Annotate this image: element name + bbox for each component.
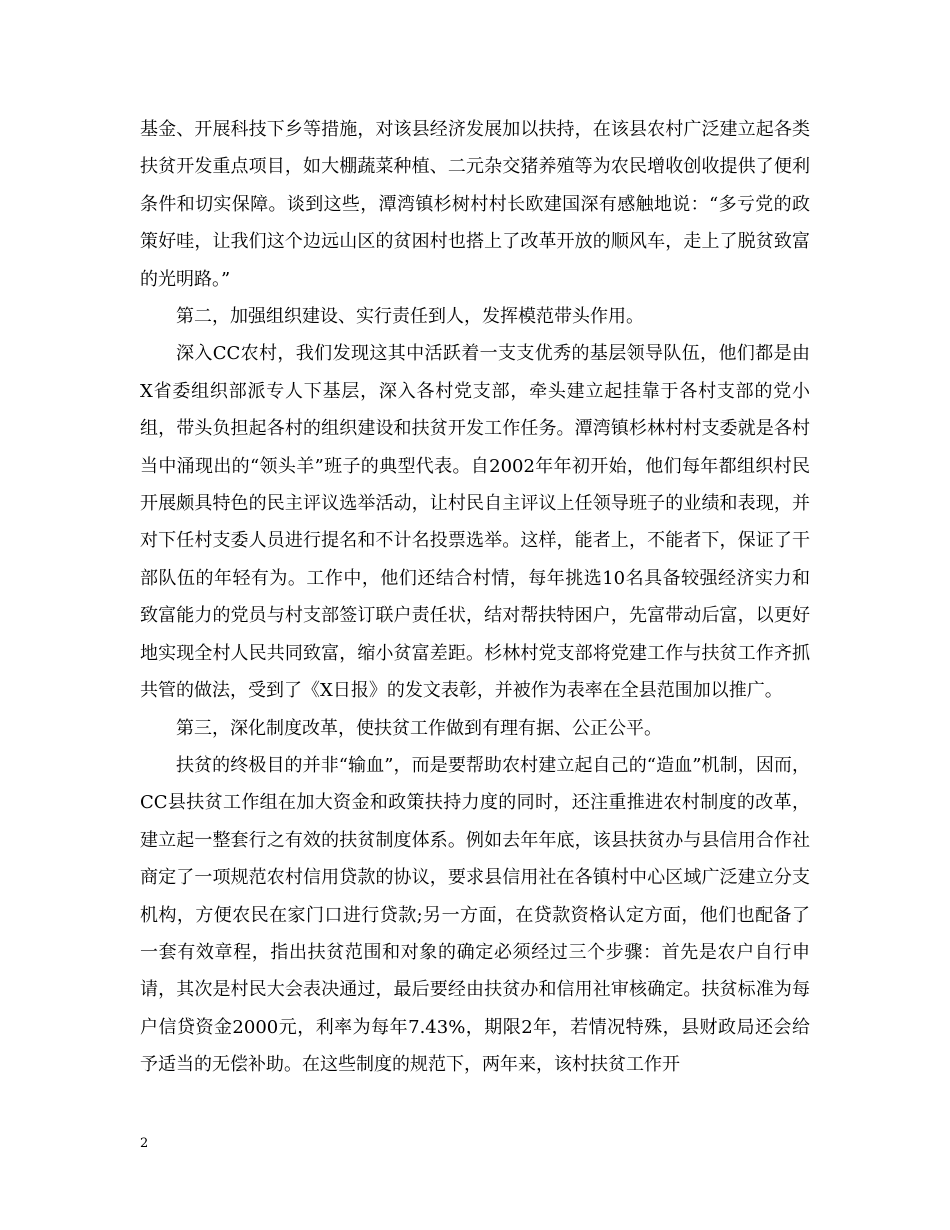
- paragraph-2-heading: 第二，加强组织建设、实行责任到人，发挥模范带头作用。: [176, 306, 644, 328]
- paragraph-4-heading: 第三，深化制度改革，使扶贫工作做到有理有据、公正公平。: [176, 717, 662, 739]
- paragraph-1: 基金、开展科技下乡等措施，对该县经济发展加以扶持，在该县农村广泛建立起各类扶贫开发重点项目，如大棚蔬菜种植、二元杂交猪养殖等为农民增收创收提供了便利条件和切实保障。谈到这些，潭湾镇杉树村村长欧建国深有感触地说：“多亏党的政策好哇，让我们这个边远山区的贫困村也搭上了改革开放的顺风车，走上了脱贫致富的光明路。”: [140, 119, 810, 290]
- paragraph-3: 深入CC农村，我们发现这其中活跃着一支支优秀的基层领导队伍，他们都是由X省委组织部派专人下基层，深入各村党支部，牵头建立起挂靠于各村支部的党小组，带头负担起各村的组织建设和扶贫开发工作任务。潭湾镇杉林村村支委就是各村当中涌现出的“领头羊”班子的典型代表。自2002年年初开始，他们每年都组织村民开展颇具特色的民主评议选举活动，让村民自主评议上任领导班子的业绩和表现，并对下任村支委人员进行提名和不计名投票选举。这样，能者上，不能者下，保证了干部队伍的年轻有为。工作中，他们还结合村情，每年挑选10名具备较强经济实力和致富能力的党员与村支部签订联户责任状，结对帮扶特困户，先富带动后富，以更好地实现全村人民共同致富，缩小贫富差距。杉林村党支部将党建工作与扶贫工作齐抓共管的做法，受到了《X日报》的发文表彰，并被作为表率在全县范围加以推广。: [140, 343, 810, 702]
- page-number: 2: [140, 1136, 149, 1151]
- body-text: [140, 111, 810, 1084]
- paragraph-5: 扶贫的终极目的并非“输血”，而是要帮助农村建立起自己的“造血”机制，因而，CC县扶贫工作组在加大资金和政策扶持力度的同时，还注重推进农村制度的改革，建立起一整套行之有效的扶贫制度体系。例如去年年底，该县扶贫办与县信用合作社商定了一项规范农村信用贷款的协议，要求县信用社在各镇村中心区域广泛建立分支机构，方便农民在家门口进行贷款;另一方面，在贷款资格认定方面，他们也配备了一套有效章程，指出扶贫范围和对象的确定必须经过三个步骤：首先是农户自行申请，其次是村民大会表决通过，最后要经由扶贫办和信用社审核确定。扶贫标准为每户信贷资金2000元，利率为每年7.43%，期限2年，若情况特殊，县财政局还会给予适当的无偿补助。在这些制度的规范下，两年来，该村扶贫工作开: [140, 754, 810, 1076]
